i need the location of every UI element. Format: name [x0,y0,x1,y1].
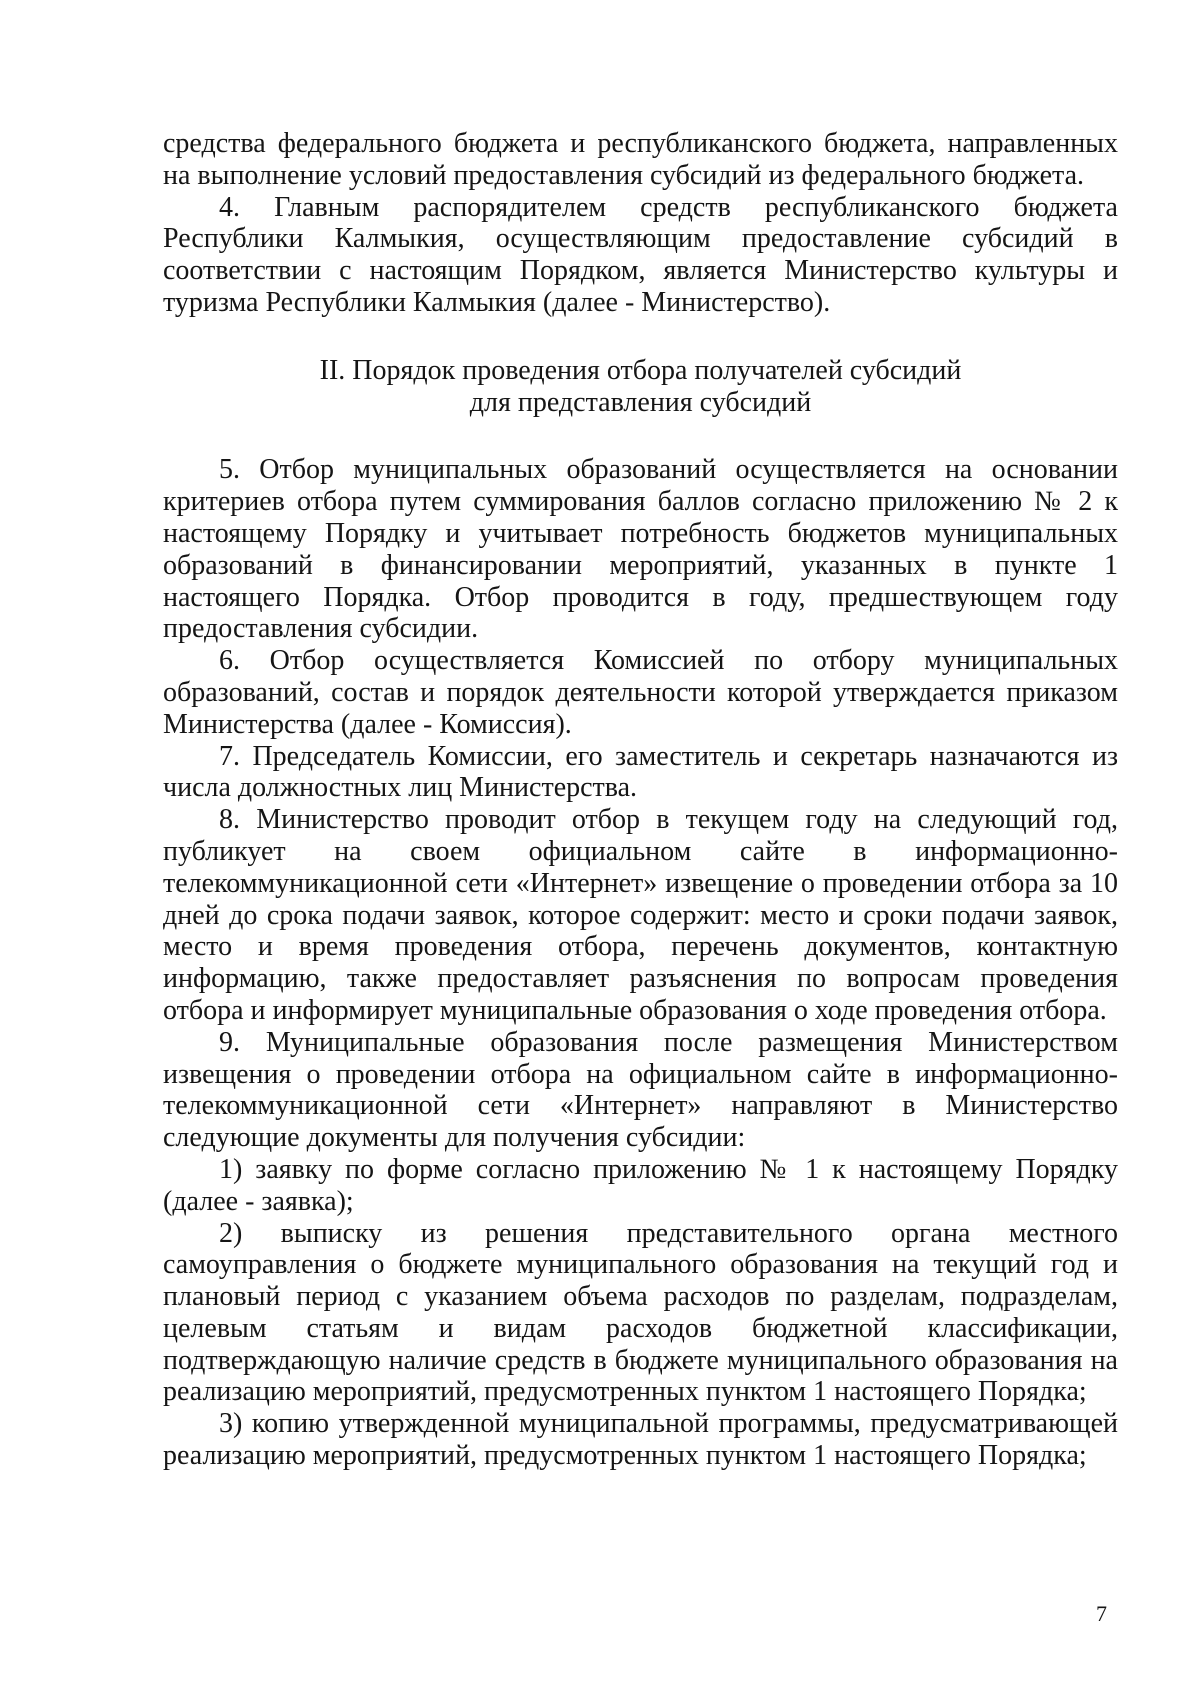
paragraph-item-6: 6. Отбор осуществляется Комиссией по отбору муниципальных образований, состав и порядок деятельности которой утверждается приказом Министерства (далее - Комиссия). [163,645,1118,740]
paragraph-item-5: 5. Отбор муниципальных образований осуществляется на основании критериев отбора путем суммирования баллов согласно приложению № 2 к настоящему Порядку и учитывает потребность бюджетов муниципальных образований в финансировании мероприятий, указанных в пункте 1 настоящего Порядка. Отбор проводится в году, предшествующем году предоставления субсидии. [163,454,1118,645]
section-heading-line-1: II. Порядок проведения отбора получателей субсидий [319,354,962,386]
subitem-2: 2) выписку из решения представительного органа местного самоуправления о бюджете муниципального образования на текущий год и плановый период с указанием объема расходов по разделам, подразделам, целевым статьям и видам расходов бюджетной классификации, подтверждающую наличие средств в бюджете муниципального образования на реализацию мероприятий, предусмотренных пунктом 1 настоящего Порядка; [163,1217,1118,1408]
subitem-1: 1) заявку по форме согласно приложению № 1 к настоящему Порядку (далее - заявка); [163,1153,1118,1217]
section-heading [163,355,1118,419]
paragraph-item-7: 7. Председатель Комиссии, его заместитель и секретарь назначаются из числа должностных лиц Министерства. [163,740,1118,804]
subitem-3: 3) копию утвержденной муниципальной программы, предусматривающей реализацию мероприятий, предусмотренных пунктом 1 настоящего Порядка; [163,1408,1118,1472]
paragraph-item-9: 9. Муниципальные образования после размещения Министерством извещения о проведении отбора на официальном сайте в информационно-телекоммуникационной сети «Интернет» направляют в Министерство следующие документы для получения субсидии: [163,1026,1118,1154]
section-heading-line-2: для представления субсидий [469,386,812,418]
page-number: 7 [1096,1601,1107,1626]
document-page [163,128,1118,1472]
paragraph-item-8: 8. Министерство проводит отбор в текущем году на следующий год, публикует на своем официальном сайте в информационно-телекоммуникационной сети «Интернет» извещение о проведении отбора за 10 дней до срока подачи заявок, которое содержит: место и сроки подачи заявок, место и время проведения отбора, перечень документов, контактную информацию, также предоставляет разъяснения по вопросам проведения отбора и информирует муниципальные образования о ходе проведения отбора. [163,804,1118,1026]
paragraph-continuation: средства федерального бюджета и республиканского бюджета, направленных на выполнение условий предоставления субсидий из федерального бюджета. [163,128,1118,191]
paragraph-item-4: 4. Главным распорядителем средств республиканского бюджета Республики Калмыкия, осуществляющим предоставление субсидий в соответствии с настоящим Порядком, является Министерство культуры и туризма Республики Калмыкия (далее - Министерство). [163,191,1118,318]
